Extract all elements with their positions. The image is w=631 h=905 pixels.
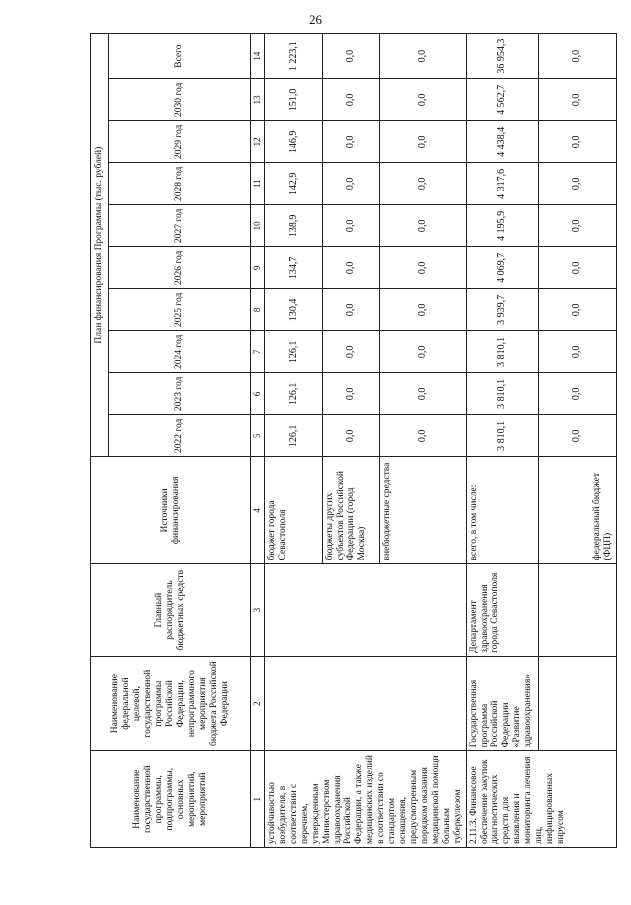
source-cell: бюджет города Севастополя xyxy=(265,457,323,564)
value-cell: 0,0 xyxy=(380,205,466,247)
column-index: 6 xyxy=(251,373,265,415)
program-cell-continued xyxy=(538,656,616,751)
header-year: 2029 год xyxy=(109,121,251,163)
value-cell: 0,0 xyxy=(380,163,466,205)
value-cell: 126,1 xyxy=(265,331,323,373)
header-row-plan xyxy=(91,34,109,848)
value-cell: 3 810,1 xyxy=(466,331,538,373)
value-cell: 0,0 xyxy=(322,415,380,457)
column-index: 9 xyxy=(251,247,265,289)
value-cell: 0,0 xyxy=(380,415,466,457)
rotated-table-container xyxy=(90,33,613,848)
financing-table xyxy=(90,33,617,848)
column-index: 12 xyxy=(251,121,265,163)
header-col2: Наименование федеральной целевой, государственной программы Российской Федерации, непрограммного мероприятия бюджета Российской Федерации xyxy=(91,656,251,751)
total-cell: 36 954,3 xyxy=(466,34,538,79)
value-cell: 3 810,1 xyxy=(466,373,538,415)
column-index: 14 xyxy=(251,34,265,79)
value-cell: 0,0 xyxy=(380,121,466,163)
value-cell: 4 317,6 xyxy=(466,163,538,205)
value-cell: 4 562,7 xyxy=(466,79,538,121)
value-cell: 134,7 xyxy=(265,247,323,289)
header-col4: Источники финансирования xyxy=(91,457,251,564)
value-cell: 3 810,1 xyxy=(466,415,538,457)
value-cell: 0,0 xyxy=(538,163,616,205)
value-cell: 0,0 xyxy=(322,331,380,373)
column-index: 3 xyxy=(251,564,265,656)
header-year: 2028 год xyxy=(109,163,251,205)
value-cell: 126,1 xyxy=(265,415,323,457)
value-cell: 4 438,4 xyxy=(466,121,538,163)
header-year: 2026 год xyxy=(109,247,251,289)
total-cell: 0,0 xyxy=(538,34,616,79)
value-cell: 0,0 xyxy=(538,373,616,415)
value-cell: 0,0 xyxy=(322,247,380,289)
value-cell: 0,0 xyxy=(322,289,380,331)
activity-name: 2.11.3. Финансовое обеспечение закупок диагностических средств для выявления и мониторинга лечения лиц, инфицированных вирусом xyxy=(466,751,616,848)
value-cell: 4 069,7 xyxy=(466,247,538,289)
value-cell: 142,9 xyxy=(265,163,323,205)
value-cell: 0,0 xyxy=(538,415,616,457)
header-year: 2025 год xyxy=(109,289,251,331)
table-row xyxy=(265,34,323,848)
page-number: 26 xyxy=(309,12,322,27)
total-cell: 0,0 xyxy=(380,34,466,79)
activity-name: устойчивостью возбудителя, в соответствии с перечнем, утвержденным Министерством здравоохранения Российской Федерации, а также медицинских изделий в соответствии со стандартом оснащения, предусмотренным порядком оказания медицинской помощи больным туберкулезом xyxy=(265,751,467,848)
value-cell: 0,0 xyxy=(322,373,380,415)
value-cell: 4 195,9 xyxy=(466,205,538,247)
value-cell: 146,9 xyxy=(265,121,323,163)
value-cell: 138,9 xyxy=(265,205,323,247)
program-cell-empty xyxy=(265,656,467,751)
column-index: 2 xyxy=(251,656,265,751)
table-row xyxy=(538,34,616,848)
value-cell: 3 939,7 xyxy=(466,289,538,331)
value-cell: 0,0 xyxy=(380,373,466,415)
column-index: 13 xyxy=(251,79,265,121)
header-year: 2027 год xyxy=(109,205,251,247)
value-cell: 0,0 xyxy=(538,79,616,121)
value-cell: 0,0 xyxy=(322,121,380,163)
source-cell: всего, в том числе: xyxy=(466,457,538,564)
source-cell: внебюджетные средства xyxy=(380,457,466,564)
column-index: 1 xyxy=(251,751,265,848)
header-col1: Наименование государственной программы, подпрограммы, основных мероприятий, мероприятий xyxy=(91,751,251,848)
value-cell: 0,0 xyxy=(380,289,466,331)
header-year: 2023 год xyxy=(109,373,251,415)
value-cell: 0,0 xyxy=(322,79,380,121)
header-year: 2022 год xyxy=(109,415,251,457)
value-cell: 0,0 xyxy=(538,205,616,247)
column-index: 8 xyxy=(251,289,265,331)
header-year: 2030 год xyxy=(109,79,251,121)
value-cell: 0,0 xyxy=(322,163,380,205)
value-cell: 0,0 xyxy=(380,247,466,289)
value-cell: 0,0 xyxy=(538,331,616,373)
source-cell: бюджеты других субъектов Российской Федерации (город Москва) xyxy=(322,457,380,564)
value-cell: 151,0 xyxy=(265,79,323,121)
column-index: 10 xyxy=(251,205,265,247)
column-index: 4 xyxy=(251,457,265,564)
value-cell: 0,0 xyxy=(538,289,616,331)
column-index: 7 xyxy=(251,331,265,373)
value-cell: 0,0 xyxy=(380,331,466,373)
header-year: 2024 год xyxy=(109,331,251,373)
value-cell: 0,0 xyxy=(538,121,616,163)
column-index: 5 xyxy=(251,415,265,457)
table-row xyxy=(466,34,538,848)
header-total: Всего xyxy=(109,34,251,79)
program-name: Государственная программа Российской Федерации «Развитие здравоохранения» xyxy=(466,656,538,751)
value-cell: 126,1 xyxy=(265,373,323,415)
total-cell: 0,0 xyxy=(322,34,380,79)
administrator-cell-empty xyxy=(265,564,467,656)
header-col3: Главный распорядитель бюджетных средств xyxy=(91,564,251,656)
administrator-cell-continued xyxy=(538,564,616,656)
column-index-row xyxy=(251,34,265,848)
source-cell: федеральный бюджет (ФЦП) xyxy=(538,457,616,564)
column-index: 11 xyxy=(251,163,265,205)
total-cell: 1 223,1 xyxy=(265,34,323,79)
value-cell: 0,0 xyxy=(322,205,380,247)
header-plan: План финансирования Программы (тыс. рублей) xyxy=(91,34,109,457)
administrator-name: Департамент здравоохранения города Севастополя xyxy=(466,564,538,656)
value-cell: 130,4 xyxy=(265,289,323,331)
value-cell: 0,0 xyxy=(538,247,616,289)
value-cell: 0,0 xyxy=(380,79,466,121)
